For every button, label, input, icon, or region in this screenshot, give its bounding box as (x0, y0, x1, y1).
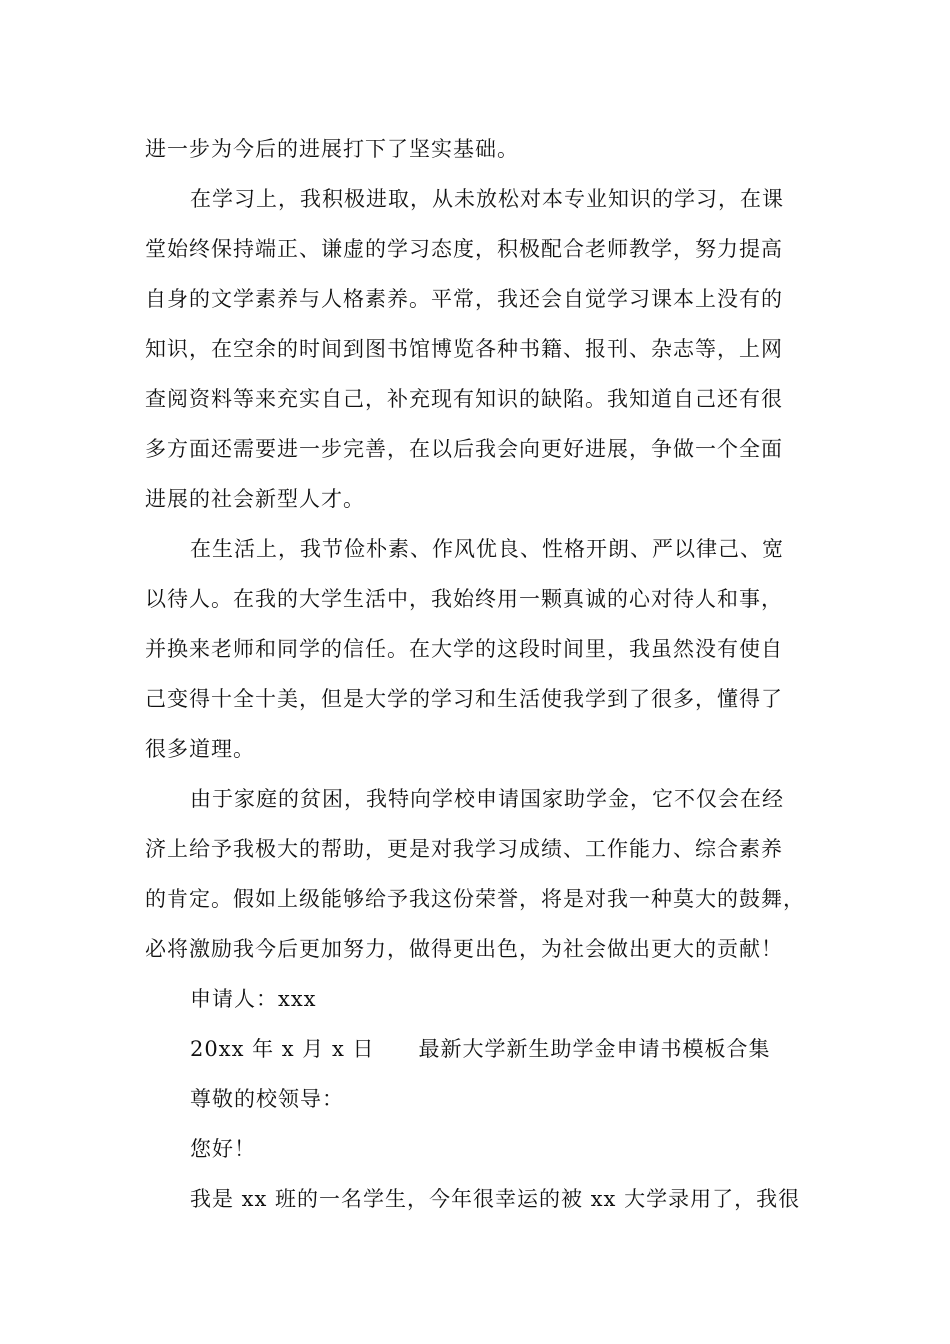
paragraph-line: 在生活上，我节俭朴素、作风优良、性格开朗、严以律己、宽 (190, 537, 784, 561)
paragraph-line: 必将激励我今后更加努力，做得更出色，为社会做出更大的贡献！ (145, 937, 783, 961)
paragraph-line: 在学习上，我积极进取，从未放松对本专业知识的学习，在课 (190, 187, 784, 211)
paragraph-line: 进一步为今后的进展打下了坚实基础。 (145, 137, 519, 161)
paragraph-line: 查阅资料等来充实自己，补充现有知识的缺陷。我知道自己还有很 (145, 387, 783, 411)
paragraph-line: 多方面还需要进一步完善，在以后我会向更好进展，争做一个全面 (145, 437, 783, 461)
paragraph-line: 并换来老师和同学的信任。在大学的这段时间里，我虽然没有使自 (145, 637, 783, 661)
paragraph-line: 进展的社会新型人才。 (145, 487, 365, 511)
paragraph-line: 的肯定。假如上级能够给予我这份荣誉，将是对我一种莫大的鼓舞， (145, 887, 805, 911)
paragraph-line: 济上给予我极大的帮助，更是对我学习成绩、工作能力、综合素养 (145, 837, 783, 861)
paragraph-line: 知识，在空余的时间到图书馆博览各种书籍、报刊、杂志等，上网 (145, 337, 783, 361)
paragraph-line: 以待人。在我的大学生活中，我始终用一颗真诚的心对待人和事， (145, 587, 783, 611)
paragraph-line: 堂始终保持端正、谦虚的学习态度，积极配合老师教学，努力提高 (145, 237, 783, 261)
date-title-line: 20xx 年 x 月 x 日 最新大学新生助学金申请书模板合集 (190, 1037, 771, 1061)
paragraph-line: 很多道理。 (145, 737, 255, 761)
greeting-line: 您好！ (190, 1137, 256, 1161)
paragraph-line: 由于家庭的贫困，我特向学校申请国家助学金，它不仅会在经 (190, 787, 784, 811)
applicant-line: 申请人：xxx (190, 987, 317, 1011)
paragraph-line: 己变得十全十美，但是大学的学习和生活使我学到了很多，懂得了 (145, 687, 783, 711)
salutation-line: 尊敬的校领导： (190, 1087, 344, 1111)
paragraph-line: 自身的文学素养与人格素养。平常，我还会自觉学习课本上没有的 (145, 287, 783, 311)
paragraph-line: 我是 xx 班的一名学生，今年很幸运的被 xx 大学录用了，我很 (190, 1187, 801, 1211)
